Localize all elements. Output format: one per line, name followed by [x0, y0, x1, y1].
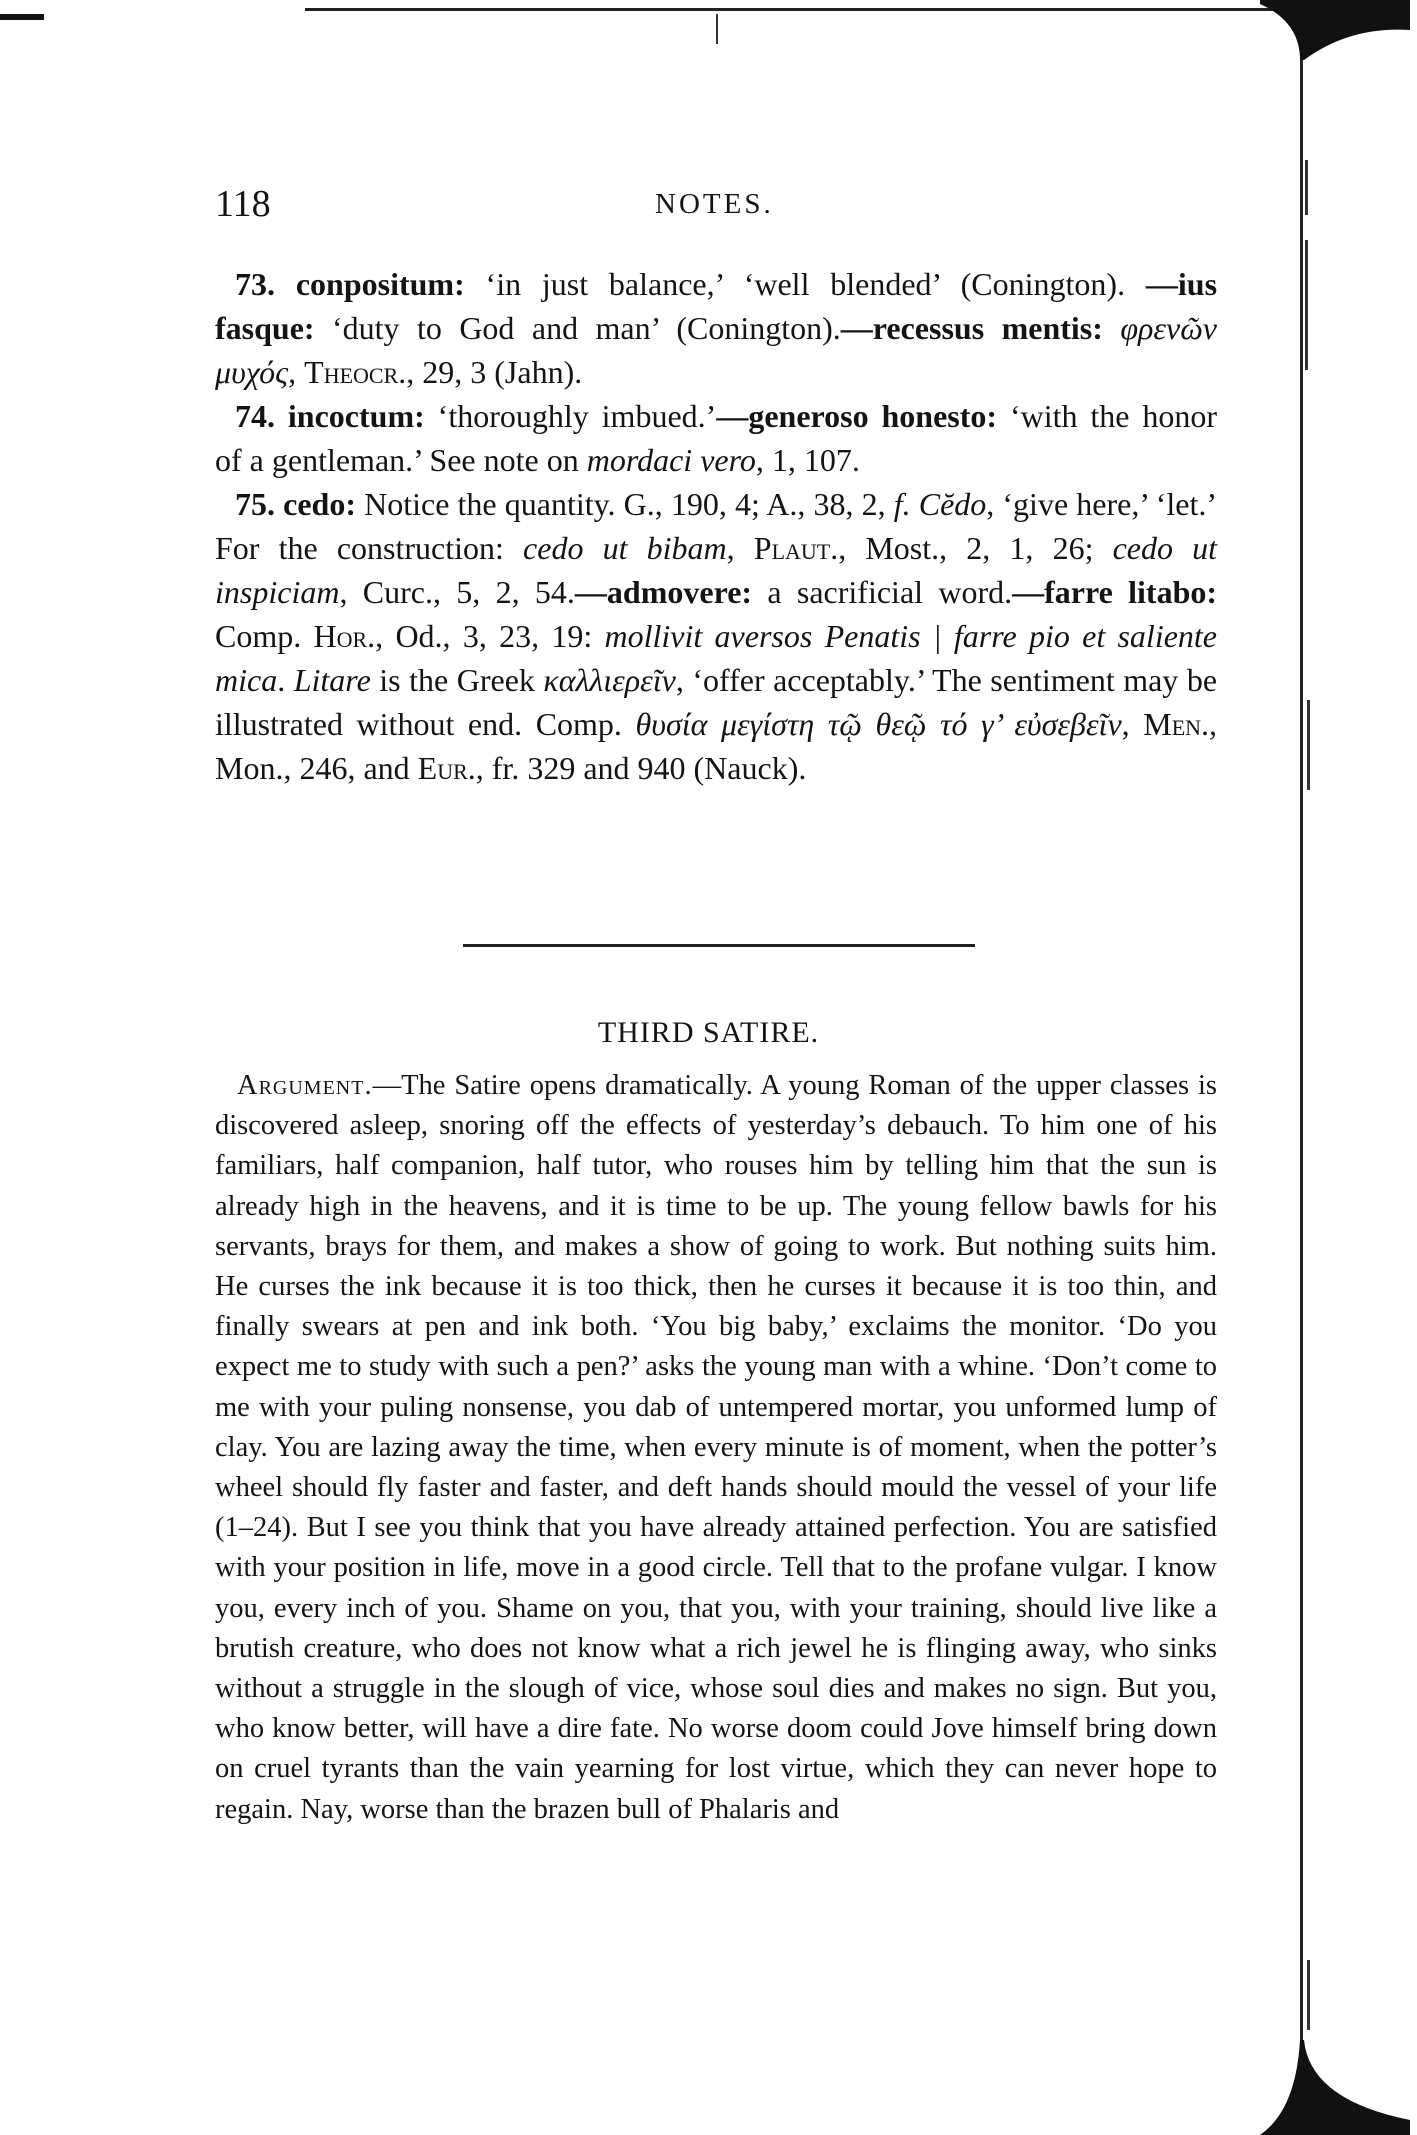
note-text: ‘with the honor of a gentleman.’ See note on — [215, 398, 1218, 478]
argument-text: —The Satire opens dramatically. A young Roman of the upper classes is discovered asleep, snoring off the effects of yesterday’s debauch. To him one of his familiars, half companion, half tutor, who rouses him by telling him that the sun is already high in the heavens, and it is time to be up. The young fellow bawls for his servants, brays for them, and makes a show of going to work. But nothing suits him. He curses the ink because it is too thick, then he curses it because it is too thin, and finally swears at pen and ink both. ‘You big baby,’ exclaims the monitor. ‘Do you expect me to study with such a pen?’ asks the young man with a whine. ‘Don’t come to me with your puling nonsense, you dab of untempered mortar, you unformed lump of clay. You are lazing away the time, when every minute is of moment, when the potter’s wheel should fly faster and faster, and deft hands should mould the vessel of your life (1–24). But I see you think that you have already attained perfection. You are satisfied with your position in life, move in a good circle. Tell that to the profane vulgar. I know you, every inch of you. Shame on you, that you, with your training, should live like a brutish creature, who does not know what a rich jewel he is flinging away, who sinks without a struggle in the slough of vice, whose soul dies and makes no sign. But you, who know better, will have a dire fate. No worse doom could Jove himself bring down on cruel tyrants than the vain yearning for lost virtue, which they can never hope to regain. Nay, worse than the brazen bull of Phalaris and — [215, 1070, 1217, 1825]
note-text: ‘in just balance,’ ‘well blended’ (Conington). — [485, 266, 1146, 302]
note-text: , Curc., 5, 2, 54. — [339, 574, 575, 610]
section-divider — [463, 944, 975, 947]
page-header — [215, 182, 1215, 232]
note-lemma: conpositum: — [295, 266, 486, 302]
note-text: . — [277, 662, 294, 698]
note-text: , 1, 107. — [755, 442, 860, 478]
gutter-mark — [1307, 700, 1310, 790]
note-text: , ‘give here,’ ‘let.’ For the construction: — [215, 486, 1218, 566]
greek-quotation: θυσία μεγίστη τῷ θεῷ τό γ’ εὐσεβεῖν — [635, 706, 1122, 742]
section-title-text: THIRD SATIRE. — [597, 1016, 820, 1049]
page-number: 118 — [215, 183, 271, 225]
note-lemma: cedo: — [283, 486, 365, 522]
note-lemma: —ius fasque: — [215, 266, 1218, 346]
page-corner-shadow — [1260, 0, 1410, 60]
latin-quotation: Litare — [293, 662, 371, 698]
note-text: , Od., 3, 23, 19: — [375, 618, 605, 654]
note-text: Comp. — [215, 618, 314, 654]
latin-quotation: cedo ut inspiciam — [215, 530, 1218, 610]
latin-quotation: mollivit aversos Penatis | farre pio et saliente mica — [215, 618, 1217, 698]
argument-paragraph — [215, 1066, 1217, 1830]
note-lemma: —recessus mentis: — [840, 310, 1121, 346]
page-edge-mark — [0, 14, 44, 20]
note-text: , — [1121, 706, 1144, 742]
note-text: a sacrificial word. — [767, 574, 1013, 610]
author-abbrev: Theocr. — [304, 354, 407, 390]
note-text: , ‘offer acceptably.’ The sentiment may be illustrated without end. Comp. — [215, 662, 1218, 742]
author-abbrev: Men. — [1143, 706, 1210, 742]
note-lemma: incoctum: — [287, 398, 438, 434]
argument-label: Argument. — [237, 1070, 373, 1101]
note-75 — [215, 482, 1217, 790]
note-text: , fr. 329 and 940 (Nauck). — [475, 750, 807, 786]
gutter-mark — [716, 14, 718, 44]
gutter-mark — [1305, 160, 1308, 215]
greek-quotation: καλλιερεῖν — [543, 662, 676, 698]
author-abbrev: Plaut. — [753, 530, 839, 566]
section-title — [0, 1016, 1417, 1050]
note-text: is the Greek — [370, 662, 544, 698]
latin-quotation: mordaci vero — [586, 442, 756, 478]
note-text: , Mon., 246, and — [215, 706, 1218, 786]
note-lemma: —admovere: — [574, 574, 768, 610]
note-text: , Most., 2, 1, 26; — [838, 530, 1113, 566]
notes-section — [215, 262, 1217, 790]
page-top-edge — [305, 8, 1305, 11]
note-73 — [215, 262, 1217, 394]
note-lemma: —generoso honesto: — [716, 398, 1010, 434]
note-number: 74. — [235, 398, 288, 434]
note-text: , — [726, 530, 754, 566]
page-corner-shadow-bottom — [1260, 2040, 1410, 2135]
greek-quotation: φρενῶν μυχός, — [215, 310, 1217, 390]
author-abbrev: Eur. — [417, 750, 476, 786]
note-number: 75. — [235, 486, 284, 522]
note-lemma: —farre litabo: — [1012, 574, 1218, 610]
running-head: NOTES. — [655, 188, 774, 220]
note-text: , 29, 3 (Jahn). — [406, 354, 583, 390]
note-text: Notice the quantity. G., 190, 4; A., 38, 2, — [364, 486, 894, 522]
latin-quotation: f. Cĕdo — [893, 486, 987, 522]
note-text: ‘duty to God and man’ (Conington). — [332, 310, 841, 346]
note-74 — [215, 394, 1217, 482]
author-abbrev: Hor. — [313, 618, 376, 654]
gutter-mark — [1305, 240, 1308, 370]
note-number: 73. — [235, 266, 296, 302]
gutter-mark — [1307, 1960, 1310, 2030]
latin-quotation: cedo ut bibam — [523, 530, 727, 566]
page-right-edge — [1300, 0, 1303, 2135]
note-text: ‘thoroughly imbued.’ — [437, 398, 717, 434]
